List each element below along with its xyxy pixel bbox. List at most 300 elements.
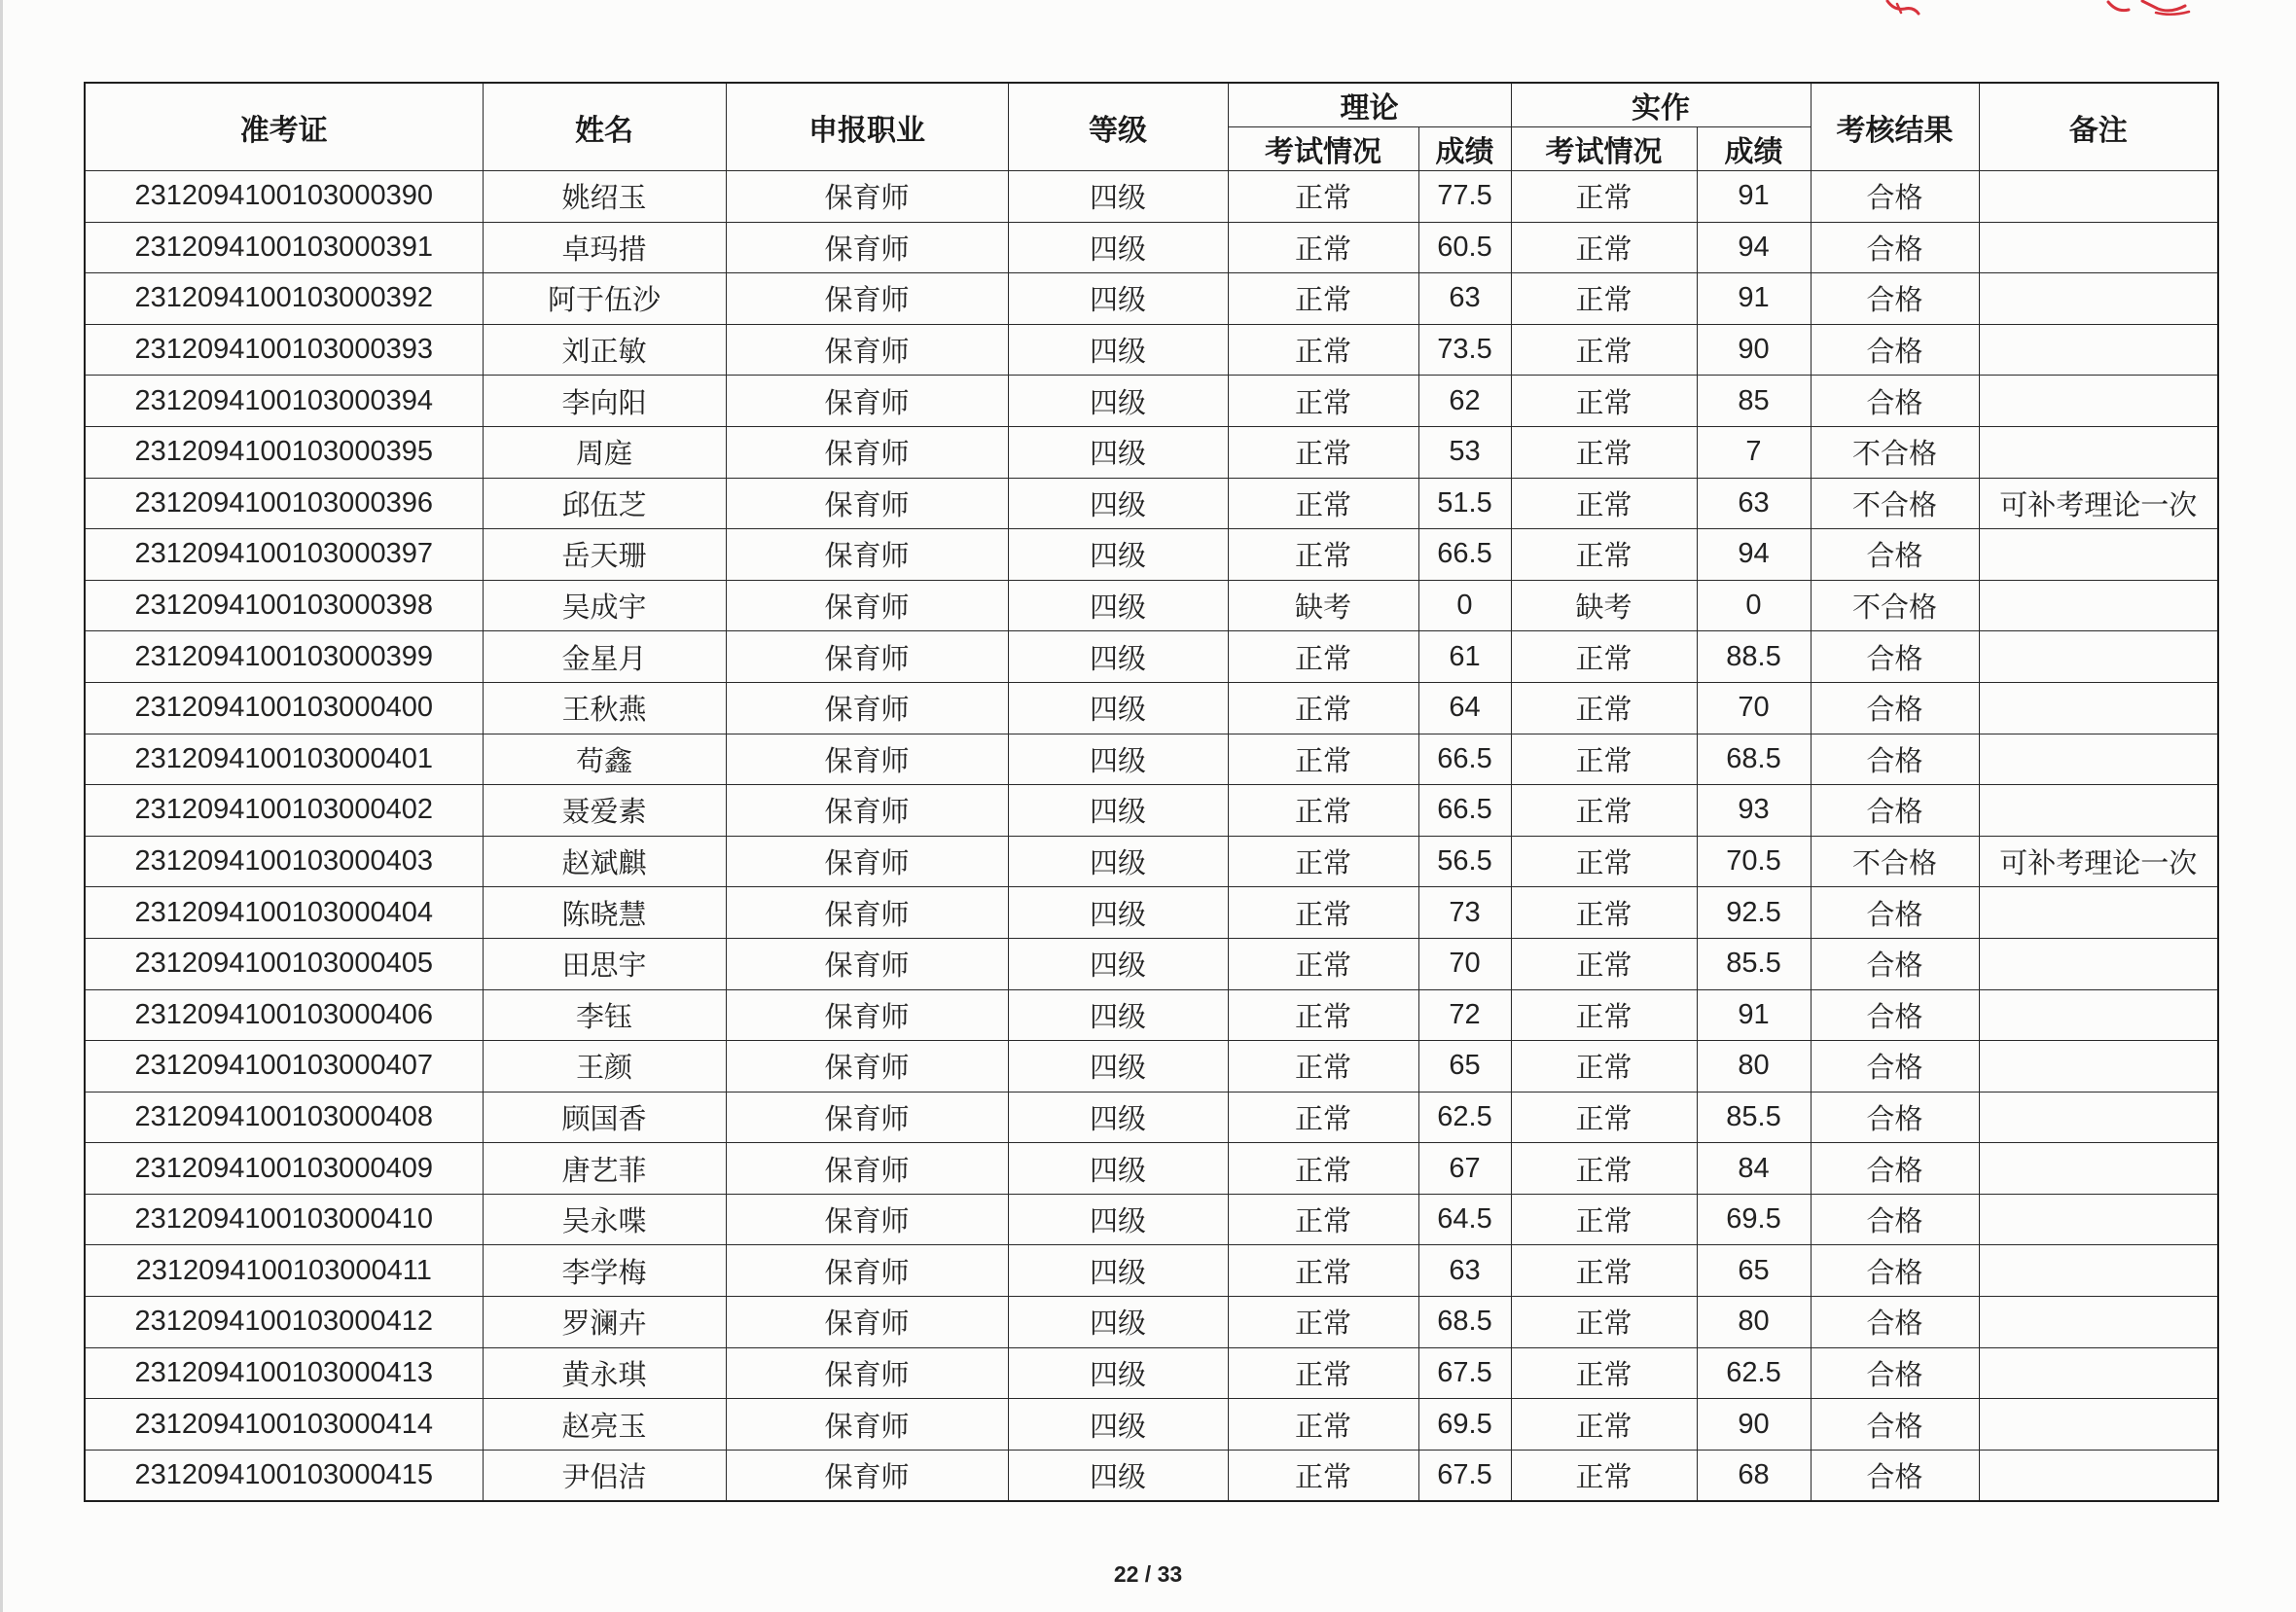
practical-score-cell: 91 bbox=[1697, 273, 1811, 325]
theory-score-cell: 63 bbox=[1418, 273, 1511, 325]
theory-status-cell: 正常 bbox=[1228, 376, 1418, 427]
table-row bbox=[85, 478, 2218, 529]
practical-score-cell: 62.5 bbox=[1697, 1347, 1811, 1399]
theory-score-cell: 60.5 bbox=[1418, 222, 1511, 273]
practical-score-cell: 70.5 bbox=[1697, 836, 1811, 887]
occupation-cell: 保育师 bbox=[726, 989, 1008, 1041]
header-theory-status: 考试情况 bbox=[1228, 127, 1418, 171]
level-cell: 四级 bbox=[1008, 989, 1228, 1041]
practical-score-cell: 84 bbox=[1697, 1143, 1811, 1195]
theory-status-cell: 正常 bbox=[1228, 426, 1418, 478]
remark-cell bbox=[1979, 1194, 2218, 1245]
remark-cell bbox=[1979, 171, 2218, 223]
theory-status-cell: 正常 bbox=[1228, 989, 1418, 1041]
theory-status-cell: 正常 bbox=[1228, 529, 1418, 581]
table-row bbox=[85, 785, 2218, 837]
result-cell: 合格 bbox=[1811, 376, 1979, 427]
name-cell: 王秋燕 bbox=[483, 682, 726, 734]
level-cell: 四级 bbox=[1008, 222, 1228, 273]
theory-status-cell: 正常 bbox=[1228, 222, 1418, 273]
ticket-number-cell: 2312094100103000411 bbox=[85, 1245, 483, 1297]
ticket-number-cell: 2312094100103000399 bbox=[85, 631, 483, 683]
header-theory-group: 理论 bbox=[1228, 83, 1511, 127]
practical-score-cell: 91 bbox=[1697, 171, 1811, 223]
remark-cell bbox=[1979, 785, 2218, 837]
occupation-cell: 保育师 bbox=[726, 376, 1008, 427]
theory-status-cell: 正常 bbox=[1228, 1297, 1418, 1348]
practical-score-cell: 0 bbox=[1697, 580, 1811, 631]
remark-cell bbox=[1979, 734, 2218, 785]
table-row bbox=[85, 1450, 2218, 1501]
ticket-number-cell: 2312094100103000412 bbox=[85, 1297, 483, 1348]
practical-score-cell: 91 bbox=[1697, 989, 1811, 1041]
remark-cell bbox=[1979, 273, 2218, 325]
ticket-number-cell: 2312094100103000393 bbox=[85, 324, 483, 376]
level-cell: 四级 bbox=[1008, 836, 1228, 887]
practical-status-cell: 正常 bbox=[1511, 222, 1697, 273]
result-cell: 合格 bbox=[1811, 1297, 1979, 1348]
ticket-number-cell: 2312094100103000397 bbox=[85, 529, 483, 581]
red-stamp-fragment bbox=[1868, 0, 2218, 21]
occupation-cell: 保育师 bbox=[726, 580, 1008, 631]
ticket-number-cell: 2312094100103000396 bbox=[85, 478, 483, 529]
practical-score-cell: 93 bbox=[1697, 785, 1811, 837]
table-row bbox=[85, 1092, 2218, 1143]
page-number: 22 / 33 bbox=[1113, 1561, 1183, 1587]
theory-status-cell: 正常 bbox=[1228, 171, 1418, 223]
practical-status-cell: 正常 bbox=[1511, 1194, 1697, 1245]
header-result: 考核结果 bbox=[1811, 83, 1979, 171]
result-cell: 合格 bbox=[1811, 785, 1979, 837]
theory-score-cell: 67.5 bbox=[1418, 1450, 1511, 1501]
result-cell: 合格 bbox=[1811, 682, 1979, 734]
name-cell: 王颜 bbox=[483, 1041, 726, 1093]
theory-score-cell: 0 bbox=[1418, 580, 1511, 631]
level-cell: 四级 bbox=[1008, 171, 1228, 223]
practical-status-cell: 正常 bbox=[1511, 1297, 1697, 1348]
theory-score-cell: 69.5 bbox=[1418, 1399, 1511, 1451]
remark-cell bbox=[1979, 1041, 2218, 1093]
header-occupation: 申报职业 bbox=[726, 83, 1008, 171]
name-cell: 岳天珊 bbox=[483, 529, 726, 581]
header-row-top bbox=[85, 83, 2218, 127]
practical-status-cell: 正常 bbox=[1511, 324, 1697, 376]
ticket-number-cell: 2312094100103000413 bbox=[85, 1347, 483, 1399]
practical-score-cell: 94 bbox=[1697, 529, 1811, 581]
remark-cell bbox=[1979, 631, 2218, 683]
occupation-cell: 保育师 bbox=[726, 324, 1008, 376]
result-cell: 不合格 bbox=[1811, 478, 1979, 529]
remark-cell bbox=[1979, 376, 2218, 427]
practical-score-cell: 7 bbox=[1697, 426, 1811, 478]
result-cell: 合格 bbox=[1811, 1450, 1979, 1501]
theory-status-cell: 正常 bbox=[1228, 836, 1418, 887]
practical-score-cell: 85 bbox=[1697, 376, 1811, 427]
theory-score-cell: 67 bbox=[1418, 1143, 1511, 1195]
theory-status-cell: 正常 bbox=[1228, 273, 1418, 325]
result-cell: 不合格 bbox=[1811, 426, 1979, 478]
result-cell: 合格 bbox=[1811, 938, 1979, 989]
theory-score-cell: 62 bbox=[1418, 376, 1511, 427]
theory-score-cell: 62.5 bbox=[1418, 1092, 1511, 1143]
practical-status-cell: 正常 bbox=[1511, 989, 1697, 1041]
occupation-cell: 保育师 bbox=[726, 426, 1008, 478]
practical-status-cell: 正常 bbox=[1511, 478, 1697, 529]
name-cell: 赵亮玉 bbox=[483, 1399, 726, 1451]
result-cell: 合格 bbox=[1811, 1347, 1979, 1399]
table-row bbox=[85, 580, 2218, 631]
practical-status-cell: 正常 bbox=[1511, 426, 1697, 478]
theory-status-cell: 正常 bbox=[1228, 631, 1418, 683]
occupation-cell: 保育师 bbox=[726, 222, 1008, 273]
name-cell: 李向阳 bbox=[483, 376, 726, 427]
level-cell: 四级 bbox=[1008, 1245, 1228, 1297]
scan-edge bbox=[0, 0, 3, 1612]
theory-score-cell: 73.5 bbox=[1418, 324, 1511, 376]
theory-score-cell: 51.5 bbox=[1418, 478, 1511, 529]
ticket-number-cell: 2312094100103000392 bbox=[85, 273, 483, 325]
practical-score-cell: 69.5 bbox=[1697, 1194, 1811, 1245]
name-cell: 姚绍玉 bbox=[483, 171, 726, 223]
name-cell: 吴永喋 bbox=[483, 1194, 726, 1245]
theory-score-cell: 77.5 bbox=[1418, 171, 1511, 223]
ticket-number-cell: 2312094100103000394 bbox=[85, 376, 483, 427]
practical-score-cell: 92.5 bbox=[1697, 887, 1811, 939]
name-cell: 黄永琪 bbox=[483, 1347, 726, 1399]
occupation-cell: 保育师 bbox=[726, 1092, 1008, 1143]
table-row bbox=[85, 1194, 2218, 1245]
occupation-cell: 保育师 bbox=[726, 836, 1008, 887]
result-cell: 合格 bbox=[1811, 989, 1979, 1041]
level-cell: 四级 bbox=[1008, 1092, 1228, 1143]
ticket-number-cell: 2312094100103000395 bbox=[85, 426, 483, 478]
ticket-number-cell: 2312094100103000391 bbox=[85, 222, 483, 273]
remark-cell: 可补考理论一次 bbox=[1979, 478, 2218, 529]
name-cell: 田思宇 bbox=[483, 938, 726, 989]
practical-status-cell: 正常 bbox=[1511, 836, 1697, 887]
theory-status-cell: 正常 bbox=[1228, 1092, 1418, 1143]
ticket-number-cell: 2312094100103000415 bbox=[85, 1450, 483, 1501]
occupation-cell: 保育师 bbox=[726, 1194, 1008, 1245]
table-row bbox=[85, 1297, 2218, 1348]
theory-score-cell: 66.5 bbox=[1418, 785, 1511, 837]
table-row bbox=[85, 1399, 2218, 1451]
name-cell: 罗澜卉 bbox=[483, 1297, 726, 1348]
practical-status-cell: 正常 bbox=[1511, 171, 1697, 223]
name-cell: 刘正敏 bbox=[483, 324, 726, 376]
ticket-number-cell: 2312094100103000404 bbox=[85, 887, 483, 939]
level-cell: 四级 bbox=[1008, 938, 1228, 989]
remark-cell bbox=[1979, 682, 2218, 734]
practical-score-cell: 70 bbox=[1697, 682, 1811, 734]
ticket-number-cell: 2312094100103000400 bbox=[85, 682, 483, 734]
theory-status-cell: 正常 bbox=[1228, 682, 1418, 734]
occupation-cell: 保育师 bbox=[726, 171, 1008, 223]
table-row bbox=[85, 938, 2218, 989]
occupation-cell: 保育师 bbox=[726, 1347, 1008, 1399]
ticket-number-cell: 2312094100103000402 bbox=[85, 785, 483, 837]
occupation-cell: 保育师 bbox=[726, 887, 1008, 939]
theory-score-cell: 67.5 bbox=[1418, 1347, 1511, 1399]
ticket-number-cell: 2312094100103000406 bbox=[85, 989, 483, 1041]
practical-score-cell: 85.5 bbox=[1697, 1092, 1811, 1143]
name-cell: 邱伍芝 bbox=[483, 478, 726, 529]
remark-cell bbox=[1979, 324, 2218, 376]
name-cell: 陈晓慧 bbox=[483, 887, 726, 939]
level-cell: 四级 bbox=[1008, 478, 1228, 529]
result-cell: 不合格 bbox=[1811, 580, 1979, 631]
theory-status-cell: 正常 bbox=[1228, 1347, 1418, 1399]
practical-status-cell: 正常 bbox=[1511, 529, 1697, 581]
ticket-number-cell: 2312094100103000401 bbox=[85, 734, 483, 785]
ticket-number-cell: 2312094100103000409 bbox=[85, 1143, 483, 1195]
occupation-cell: 保育师 bbox=[726, 682, 1008, 734]
theory-score-cell: 64 bbox=[1418, 682, 1511, 734]
remark-cell bbox=[1979, 1297, 2218, 1348]
occupation-cell: 保育师 bbox=[726, 938, 1008, 989]
remark-cell bbox=[1979, 426, 2218, 478]
name-cell: 尹侣洁 bbox=[483, 1450, 726, 1501]
level-cell: 四级 bbox=[1008, 529, 1228, 581]
ticket-number-cell: 2312094100103000390 bbox=[85, 171, 483, 223]
occupation-cell: 保育师 bbox=[726, 273, 1008, 325]
table-row bbox=[85, 682, 2218, 734]
ticket-number-cell: 2312094100103000408 bbox=[85, 1092, 483, 1143]
result-cell: 合格 bbox=[1811, 734, 1979, 785]
results-table-body bbox=[85, 171, 2218, 1501]
result-cell: 合格 bbox=[1811, 1245, 1979, 1297]
result-cell: 合格 bbox=[1811, 1143, 1979, 1195]
result-cell: 合格 bbox=[1811, 273, 1979, 325]
table-row bbox=[85, 529, 2218, 581]
occupation-cell: 保育师 bbox=[726, 529, 1008, 581]
remark-cell bbox=[1979, 529, 2218, 581]
level-cell: 四级 bbox=[1008, 631, 1228, 683]
remark-cell bbox=[1979, 1347, 2218, 1399]
name-cell: 吴成宇 bbox=[483, 580, 726, 631]
level-cell: 四级 bbox=[1008, 273, 1228, 325]
header-practical-group: 实作 bbox=[1511, 83, 1811, 127]
practical-status-cell: 正常 bbox=[1511, 682, 1697, 734]
name-cell: 赵斌麒 bbox=[483, 836, 726, 887]
header-theory-score: 成绩 bbox=[1418, 127, 1511, 171]
remark-cell bbox=[1979, 1399, 2218, 1451]
table-row bbox=[85, 734, 2218, 785]
theory-status-cell: 缺考 bbox=[1228, 580, 1418, 631]
table-row bbox=[85, 1245, 2218, 1297]
header-practical-status: 考试情况 bbox=[1511, 127, 1697, 171]
practical-status-cell: 正常 bbox=[1511, 734, 1697, 785]
header-practical-score: 成绩 bbox=[1697, 127, 1811, 171]
name-cell: 李学梅 bbox=[483, 1245, 726, 1297]
theory-status-cell: 正常 bbox=[1228, 938, 1418, 989]
level-cell: 四级 bbox=[1008, 426, 1228, 478]
theory-score-cell: 68.5 bbox=[1418, 1297, 1511, 1348]
theory-status-cell: 正常 bbox=[1228, 324, 1418, 376]
occupation-cell: 保育师 bbox=[726, 631, 1008, 683]
practical-status-cell: 缺考 bbox=[1511, 580, 1697, 631]
remark-cell bbox=[1979, 938, 2218, 989]
practical-status-cell: 正常 bbox=[1511, 1450, 1697, 1501]
table-row bbox=[85, 989, 2218, 1041]
practical-score-cell: 90 bbox=[1697, 1399, 1811, 1451]
level-cell: 四级 bbox=[1008, 580, 1228, 631]
remark-cell bbox=[1979, 222, 2218, 273]
name-cell: 聂爱素 bbox=[483, 785, 726, 837]
theory-score-cell: 70 bbox=[1418, 938, 1511, 989]
table-row bbox=[85, 887, 2218, 939]
occupation-cell: 保育师 bbox=[726, 1297, 1008, 1348]
name-cell: 卓玛措 bbox=[483, 222, 726, 273]
result-cell: 合格 bbox=[1811, 1092, 1979, 1143]
theory-status-cell: 正常 bbox=[1228, 734, 1418, 785]
theory-status-cell: 正常 bbox=[1228, 478, 1418, 529]
level-cell: 四级 bbox=[1008, 376, 1228, 427]
practical-status-cell: 正常 bbox=[1511, 1245, 1697, 1297]
practical-status-cell: 正常 bbox=[1511, 1399, 1697, 1451]
level-cell: 四级 bbox=[1008, 1399, 1228, 1451]
practical-status-cell: 正常 bbox=[1511, 631, 1697, 683]
remark-cell bbox=[1979, 887, 2218, 939]
header-level: 等级 bbox=[1008, 83, 1228, 171]
practical-score-cell: 63 bbox=[1697, 478, 1811, 529]
result-cell: 合格 bbox=[1811, 631, 1979, 683]
level-cell: 四级 bbox=[1008, 1041, 1228, 1093]
theory-score-cell: 61 bbox=[1418, 631, 1511, 683]
level-cell: 四级 bbox=[1008, 682, 1228, 734]
header-ticket-number: 准考证 bbox=[85, 83, 483, 171]
name-cell: 苟鑫 bbox=[483, 734, 726, 785]
ticket-number-cell: 2312094100103000405 bbox=[85, 938, 483, 989]
theory-score-cell: 53 bbox=[1418, 426, 1511, 478]
table-row bbox=[85, 376, 2218, 427]
occupation-cell: 保育师 bbox=[726, 1399, 1008, 1451]
practical-score-cell: 68.5 bbox=[1697, 734, 1811, 785]
level-cell: 四级 bbox=[1008, 1194, 1228, 1245]
theory-score-cell: 72 bbox=[1418, 989, 1511, 1041]
theory-status-cell: 正常 bbox=[1228, 1143, 1418, 1195]
ticket-number-cell: 2312094100103000407 bbox=[85, 1041, 483, 1093]
practical-status-cell: 正常 bbox=[1511, 376, 1697, 427]
theory-status-cell: 正常 bbox=[1228, 1399, 1418, 1451]
practical-status-cell: 正常 bbox=[1511, 1347, 1697, 1399]
table-row bbox=[85, 222, 2218, 273]
name-cell: 周庭 bbox=[483, 426, 726, 478]
remark-cell bbox=[1979, 1092, 2218, 1143]
remark-cell bbox=[1979, 1143, 2218, 1195]
theory-score-cell: 63 bbox=[1418, 1245, 1511, 1297]
occupation-cell: 保育师 bbox=[726, 1245, 1008, 1297]
occupation-cell: 保育师 bbox=[726, 1450, 1008, 1501]
ticket-number-cell: 2312094100103000403 bbox=[85, 836, 483, 887]
theory-score-cell: 56.5 bbox=[1418, 836, 1511, 887]
practical-score-cell: 85.5 bbox=[1697, 938, 1811, 989]
theory-status-cell: 正常 bbox=[1228, 887, 1418, 939]
theory-score-cell: 65 bbox=[1418, 1041, 1511, 1093]
practical-score-cell: 68 bbox=[1697, 1450, 1811, 1501]
theory-score-cell: 73 bbox=[1418, 887, 1511, 939]
table-row bbox=[85, 171, 2218, 223]
occupation-cell: 保育师 bbox=[726, 734, 1008, 785]
header-name: 姓名 bbox=[483, 83, 726, 171]
level-cell: 四级 bbox=[1008, 1297, 1228, 1348]
name-cell: 唐艺菲 bbox=[483, 1143, 726, 1195]
table-row bbox=[85, 631, 2218, 683]
theory-status-cell: 正常 bbox=[1228, 1450, 1418, 1501]
result-cell: 合格 bbox=[1811, 887, 1979, 939]
name-cell: 金星月 bbox=[483, 631, 726, 683]
table-row bbox=[85, 324, 2218, 376]
result-cell: 合格 bbox=[1811, 1194, 1979, 1245]
occupation-cell: 保育师 bbox=[726, 478, 1008, 529]
level-cell: 四级 bbox=[1008, 734, 1228, 785]
level-cell: 四级 bbox=[1008, 1143, 1228, 1195]
ticket-number-cell: 2312094100103000414 bbox=[85, 1399, 483, 1451]
theory-status-cell: 正常 bbox=[1228, 1041, 1418, 1093]
result-cell: 合格 bbox=[1811, 1041, 1979, 1093]
level-cell: 四级 bbox=[1008, 1347, 1228, 1399]
theory-score-cell: 64.5 bbox=[1418, 1194, 1511, 1245]
practical-status-cell: 正常 bbox=[1511, 273, 1697, 325]
remark-cell bbox=[1979, 1450, 2218, 1501]
practical-score-cell: 80 bbox=[1697, 1041, 1811, 1093]
table-row bbox=[85, 426, 2218, 478]
ticket-number-cell: 2312094100103000398 bbox=[85, 580, 483, 631]
practical-status-cell: 正常 bbox=[1511, 938, 1697, 989]
theory-status-cell: 正常 bbox=[1228, 1245, 1418, 1297]
occupation-cell: 保育师 bbox=[726, 1143, 1008, 1195]
practical-score-cell: 65 bbox=[1697, 1245, 1811, 1297]
level-cell: 四级 bbox=[1008, 324, 1228, 376]
ticket-number-cell: 2312094100103000410 bbox=[85, 1194, 483, 1245]
header-remark: 备注 bbox=[1979, 83, 2218, 171]
theory-score-cell: 66.5 bbox=[1418, 734, 1511, 785]
occupation-cell: 保育师 bbox=[726, 785, 1008, 837]
theory-status-cell: 正常 bbox=[1228, 785, 1418, 837]
level-cell: 四级 bbox=[1008, 785, 1228, 837]
table-row bbox=[85, 1347, 2218, 1399]
practical-score-cell: 90 bbox=[1697, 324, 1811, 376]
name-cell: 顾国香 bbox=[483, 1092, 726, 1143]
table-row bbox=[85, 836, 2218, 887]
occupation-cell: 保育师 bbox=[726, 1041, 1008, 1093]
result-cell: 合格 bbox=[1811, 324, 1979, 376]
name-cell: 阿于伍沙 bbox=[483, 273, 726, 325]
table-row bbox=[85, 1143, 2218, 1195]
practical-status-cell: 正常 bbox=[1511, 785, 1697, 837]
result-cell: 合格 bbox=[1811, 171, 1979, 223]
name-cell: 李钰 bbox=[483, 989, 726, 1041]
practical-status-cell: 正常 bbox=[1511, 1143, 1697, 1195]
practical-status-cell: 正常 bbox=[1511, 1041, 1697, 1093]
result-cell: 合格 bbox=[1811, 1399, 1979, 1451]
practical-status-cell: 正常 bbox=[1511, 887, 1697, 939]
level-cell: 四级 bbox=[1008, 887, 1228, 939]
remark-cell bbox=[1979, 580, 2218, 631]
remark-cell bbox=[1979, 1245, 2218, 1297]
remark-cell: 可补考理论一次 bbox=[1979, 836, 2218, 887]
results-table bbox=[84, 82, 2219, 1502]
result-cell: 合格 bbox=[1811, 222, 1979, 273]
practical-score-cell: 94 bbox=[1697, 222, 1811, 273]
theory-score-cell: 66.5 bbox=[1418, 529, 1511, 581]
theory-status-cell: 正常 bbox=[1228, 1194, 1418, 1245]
practical-status-cell: 正常 bbox=[1511, 1092, 1697, 1143]
practical-score-cell: 88.5 bbox=[1697, 631, 1811, 683]
table-row bbox=[85, 273, 2218, 325]
practical-score-cell: 80 bbox=[1697, 1297, 1811, 1348]
table-row bbox=[85, 1041, 2218, 1093]
